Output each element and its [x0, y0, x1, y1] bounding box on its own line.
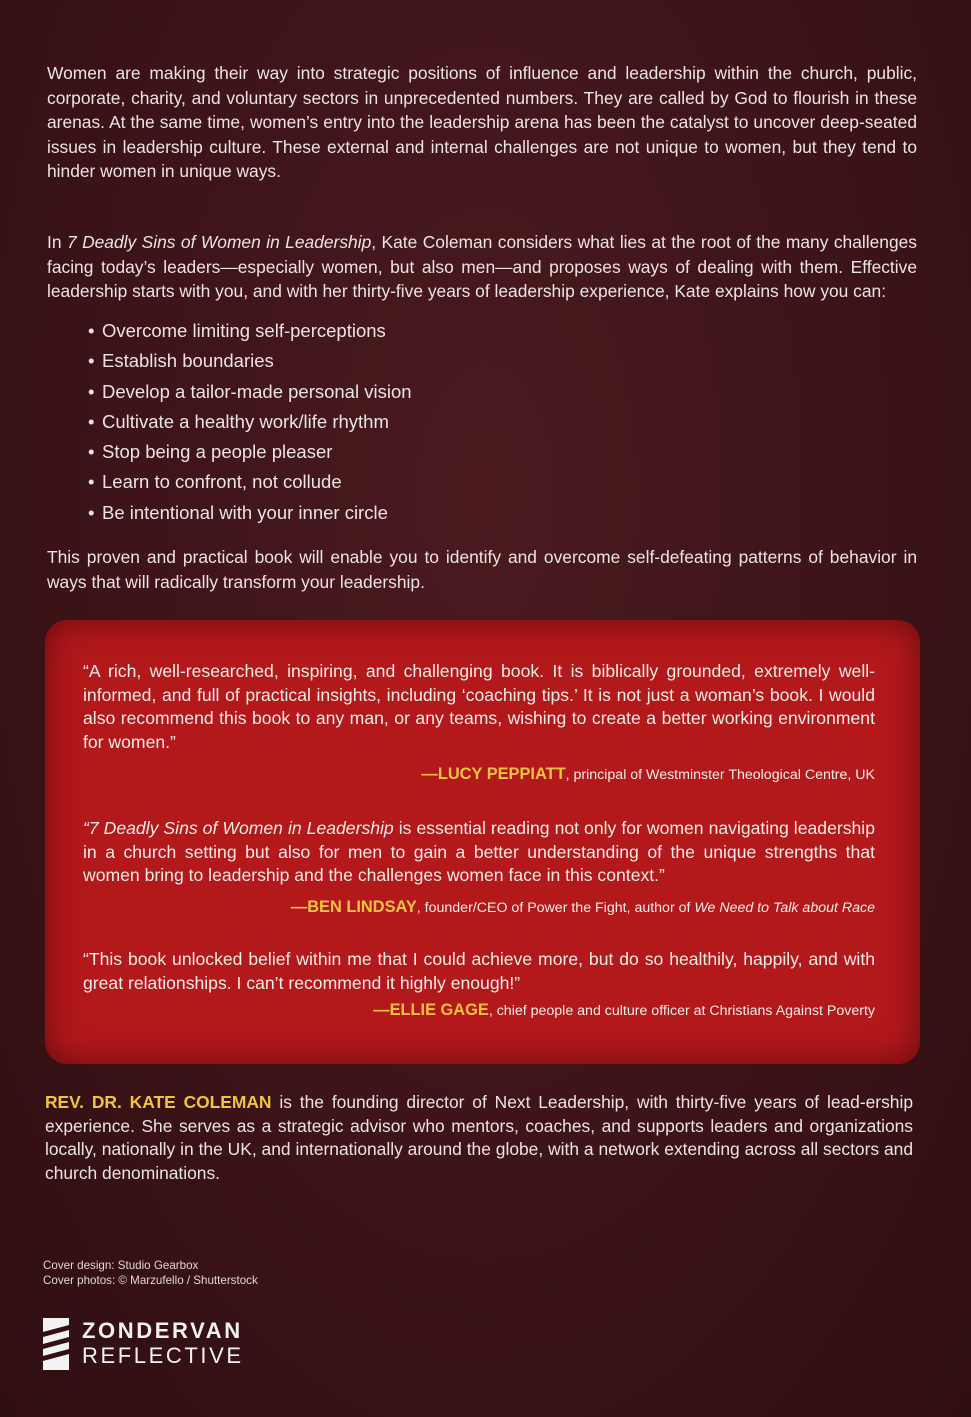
- endorser-book-title: We Need to Talk about Race: [694, 900, 875, 916]
- list-item: • Be intentional with your inner circle: [88, 498, 412, 528]
- benefits-list: [88, 316, 412, 528]
- list-item: • Stop being a people pleaser: [88, 437, 412, 467]
- publisher-line-2: REFLECTIVE: [82, 1343, 244, 1368]
- endorsement-quote-2: [83, 817, 875, 888]
- endorsement-quote-text: is essential reading not only for women navigating leadership in a church setting but also for men to gain a better understanding of the unique strengths that women bring to leadership and the challenges women face in this context.”: [83, 818, 875, 885]
- list-item: • Overcome limiting self-perceptions: [88, 316, 412, 346]
- cover-credits: [43, 1259, 258, 1288]
- endorsement-attribution-2: [291, 898, 875, 917]
- intro-paragraph-1: Women are making their way into strategic positions of influence and leadership within the church, public, corporate, charity, and voluntary sectors in unprecedented numbers. They are called by God to flourish in these arenas. At the same time, women’s entry into the leadership arena has been the catalyst to uncover deep-seated issues in leadership culture. These external and internal challenges are not unique to women, but they tend to hinder women in unique ways.: [47, 63, 917, 181]
- intro-paragraph-3: This proven and practical book will enable you to identify and overcome self-defeating patterns of behavior in ways that will radically transform your leadership.: [47, 547, 917, 592]
- intro-p2-prefix: In: [47, 232, 67, 252]
- endorsement-attribution-3: [373, 1001, 875, 1020]
- endorsement-quote-1: “A rich, well-researched, inspiring, and challenging book. It is biblically grounded, extremely well-informed, and full of practical insights, including ‘coaching tips.’ It is not just a woman’s book. I would also recommend this book to any man, or any teams, wishing to create a better working environment for women.”: [83, 661, 875, 752]
- endorser-name: —BEN LINDSAY: [290, 898, 417, 916]
- endorser-name: —LUCY PEPPIATT: [421, 765, 566, 783]
- cover-design-credit: Cover design: Studio Gearbox: [43, 1259, 199, 1272]
- list-item: • Develop a tailor-made personal vision: [88, 377, 412, 407]
- author-bio-text: is the founding director of Next Leadership, with thirty-five years of lead-ership experience. She serves as a strategic advisor who mentors, coaches, and supports leaders and organizations locally, nationally in the UK, and internationally around the globe, with a network extending across all sectors and church denominations.: [45, 1092, 913, 1183]
- endorser-role: , founder/CEO of Power the Fight, author of: [416, 900, 695, 916]
- list-item: • Cultivate a healthy work/life rhythm: [88, 407, 412, 437]
- endorser-role: , chief people and culture officer at Christians Against Poverty: [488, 1003, 875, 1019]
- zondervan-mark-icon: [43, 1318, 69, 1370]
- endorsements-box: [45, 620, 920, 1064]
- endorser-role: , principal of Westminster Theological Centre, UK: [565, 767, 875, 783]
- book-title-inline: 7 Deadly Sins of Women in Leadership: [66, 232, 372, 252]
- author-name: REV. DR. KATE COLEMAN: [45, 1092, 272, 1112]
- publisher-name: [82, 1318, 244, 1368]
- publisher-line-1: ZONDERVAN: [82, 1318, 243, 1343]
- endorsement-quote-3: “This book unlocked belief within me that I could achieve more, but do so healthily, happily, and with great relationships. I can’t recommend it highly enough!”: [83, 949, 875, 993]
- endorser-name: —ELLIE GAGE: [373, 1001, 489, 1019]
- intro-p2-text: , Kate Coleman considers what lies at the root of the many challenges facing today’s leaders—especially women, but also men—and proposes ways of dealing with them. Effective leadership starts with you, and with her thirty-five years of leadership experience, Kate explains how you can:: [47, 232, 917, 301]
- list-item: • Learn to confront, not collude: [88, 467, 412, 497]
- list-item: • Establish boundaries: [88, 346, 412, 376]
- author-bio: [45, 1091, 913, 1185]
- endorsement-attribution-1: [421, 765, 875, 784]
- intro-paragraph-2: [47, 230, 917, 304]
- book-title-inline: “7 Deadly Sins of Women in Leadership: [83, 818, 394, 838]
- cover-photos-credit: Cover photos: © Marzufello / Shutterstock: [43, 1273, 258, 1287]
